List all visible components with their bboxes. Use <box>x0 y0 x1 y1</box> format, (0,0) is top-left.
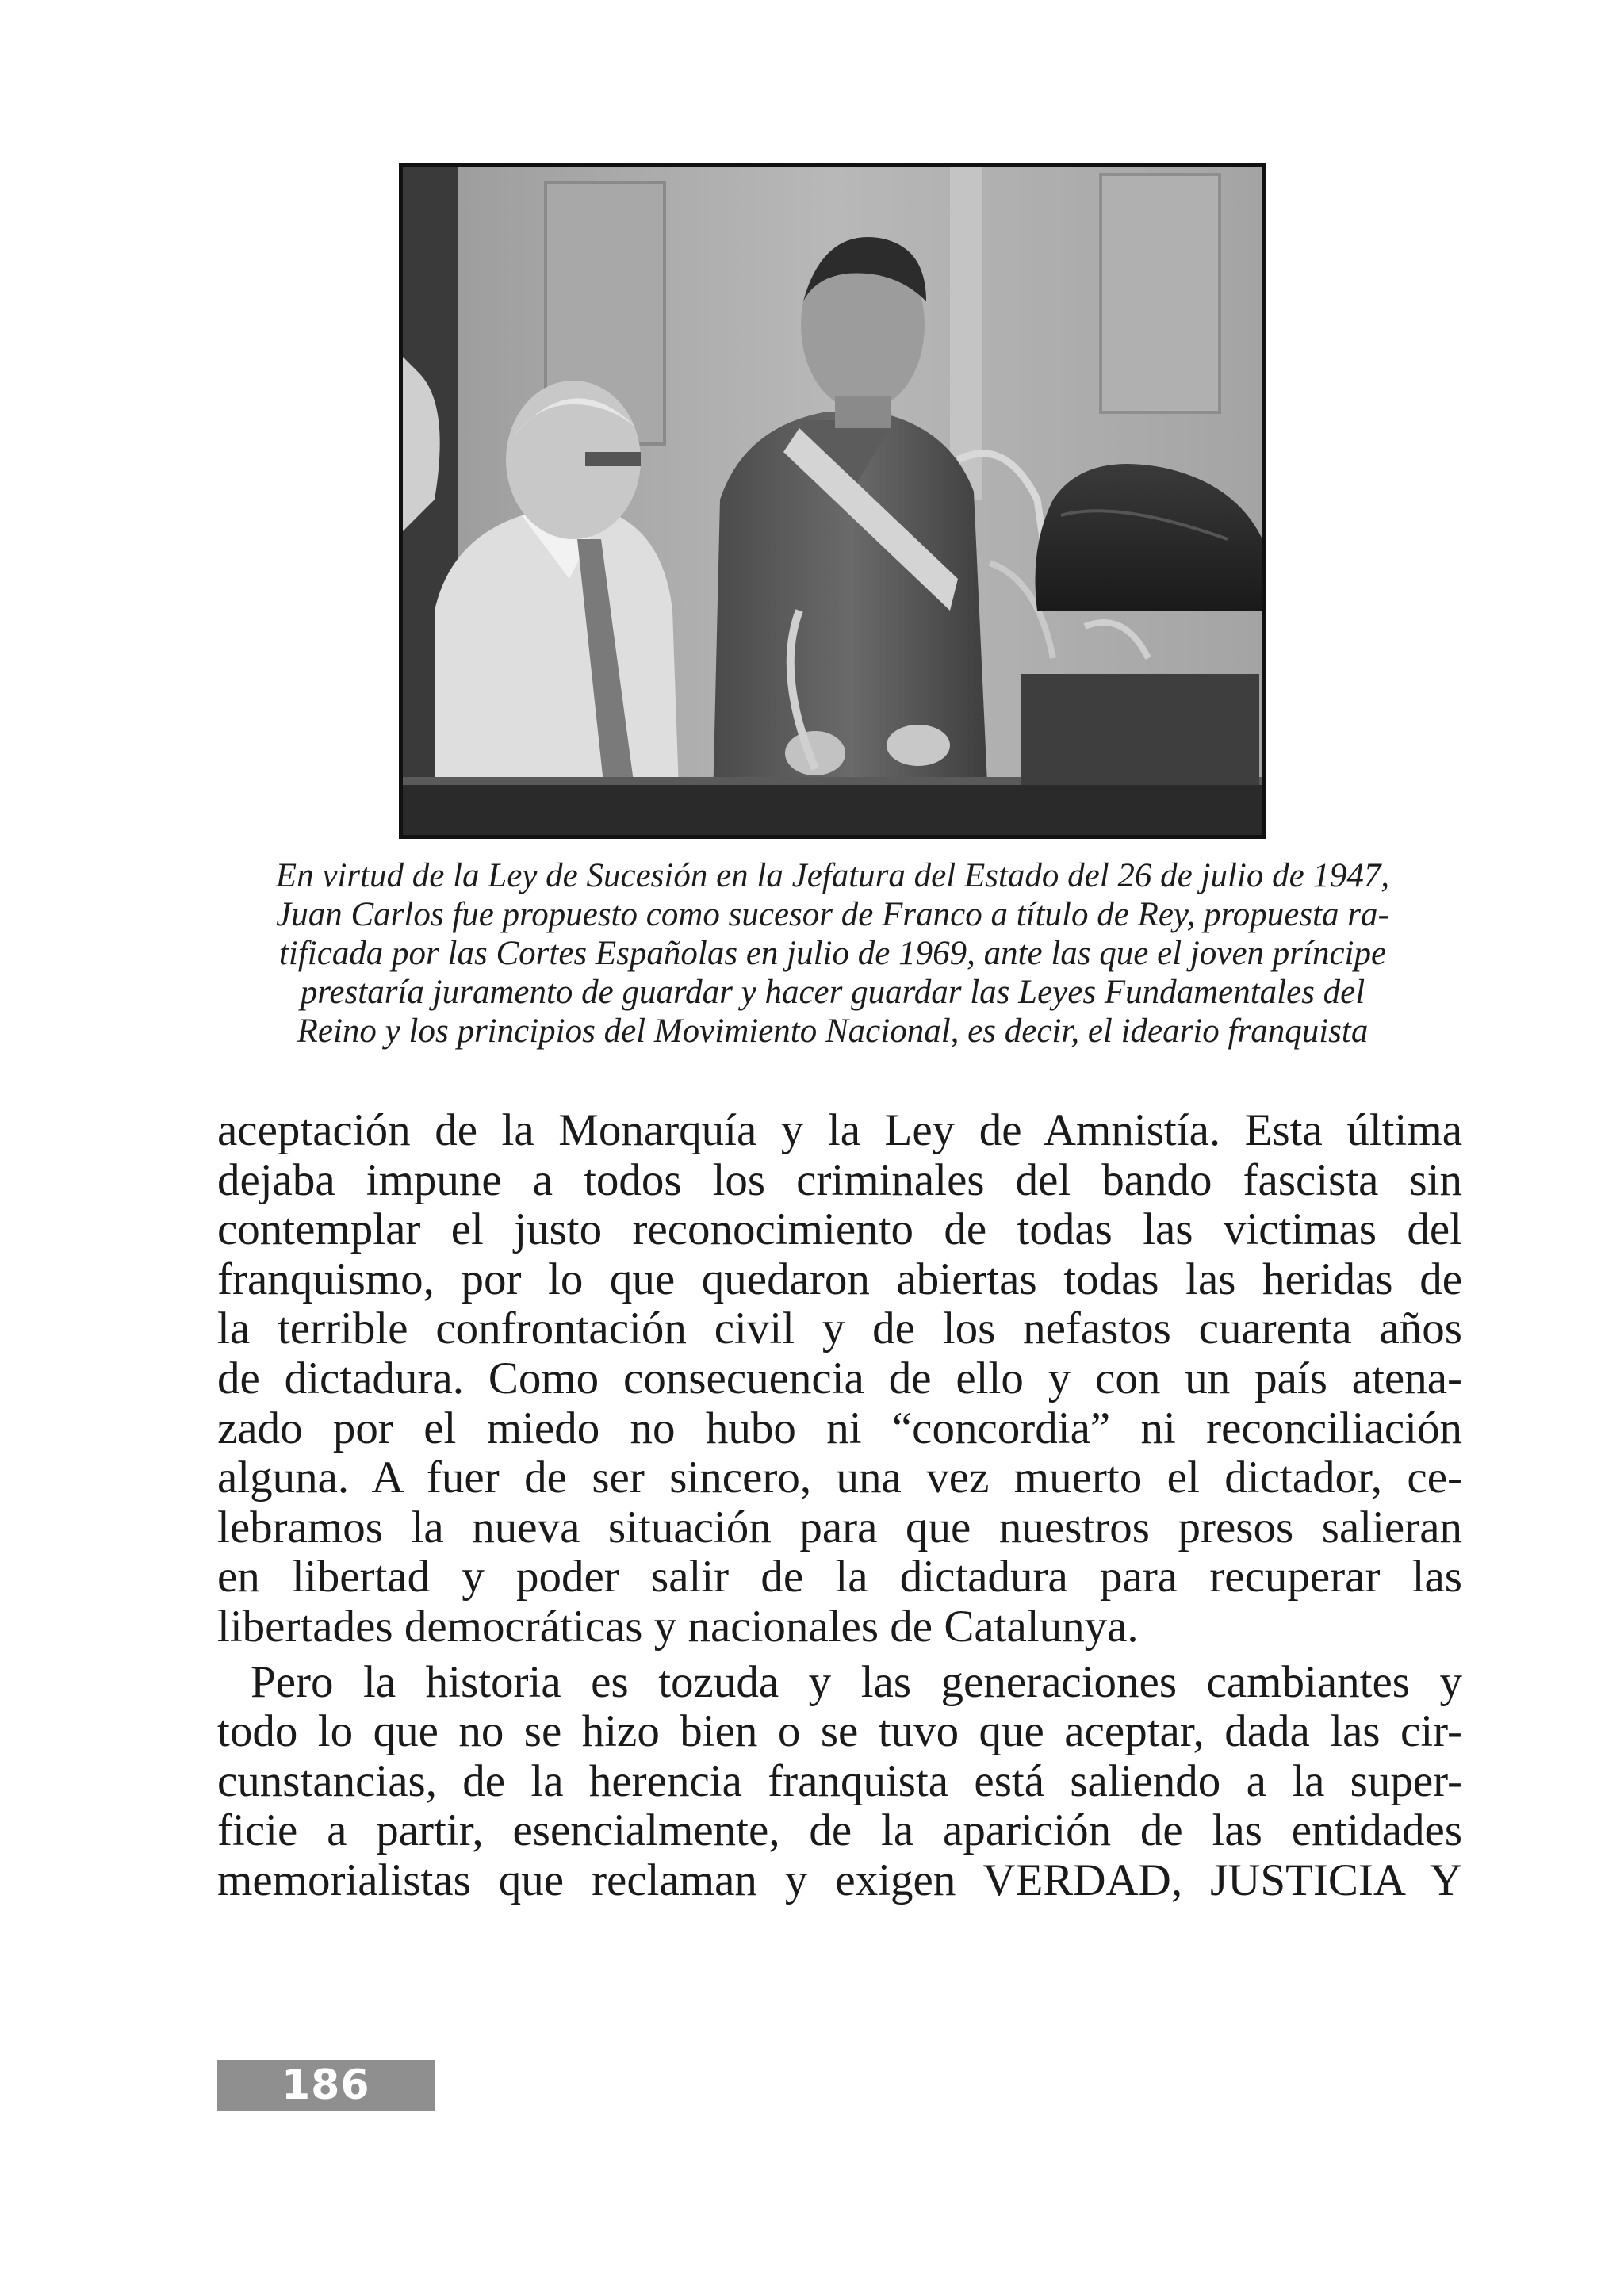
text-line: aceptación de la Monarquía y la Ley de Amnistía. Esta última <box>217 1105 1462 1155</box>
caption-line: En virtud de la Ley de Sucesión en la Jefatura del Estado del 26 de julio de 1947, <box>275 857 1390 894</box>
caption-line: Reino y los principios del Movimiento Nacional, es decir, el ideario franquista <box>297 1013 1369 1050</box>
text-line: cunstancias, de la herencia franquista está saliendo a la super- <box>217 1755 1462 1806</box>
text-line: libertades democráticas y nacionales de Catalunya. <box>217 1601 1139 1652</box>
paragraph-2 <box>217 1658 1462 1906</box>
text-line: la terrible confrontación civil y de los nefastos cuarenta años <box>217 1304 1462 1354</box>
text-line: alguna. A fuer de ser sincero, una vez muerto el dictador, ce- <box>217 1453 1462 1503</box>
text-line: en libertad y poder salir de la dictadura para recuperar las <box>217 1552 1462 1602</box>
text-line: dejaba impune a todos los criminales del bando fascista sin <box>217 1154 1462 1205</box>
text-line: franquismo, por lo que quedaron abiertas todas las heridas de <box>217 1254 1462 1304</box>
photograph-image <box>403 167 1262 835</box>
page-number: 186 <box>282 2062 370 2109</box>
historical-photograph <box>399 163 1266 839</box>
text-line: todo lo que no se hizo bien o se tuvo que aceptar, dada las cir- <box>217 1706 1462 1757</box>
caption-line: tificada por las Cortes Españolas en julio de 1969, ante las que el joven príncipe <box>278 935 1387 972</box>
text-line: memorialistas que reclaman y exigen VERDAD, JUSTICIA Y <box>217 1855 1462 1905</box>
text-line: zado por el miedo no hubo ni “concordia” ni reconciliación <box>217 1403 1462 1453</box>
caption-line: prestaría juramento de guardar y hacer guardar las Leyes Fundamentales del <box>300 974 1365 1011</box>
photo-caption <box>214 856 1451 1051</box>
caption-line: Juan Carlos fue propuesto como sucesor de Franco a título de Rey, propuesta ra- <box>276 896 1389 933</box>
text-line: de dictadura. Como consecuencia de ello y con un país atena- <box>217 1353 1462 1403</box>
body-text <box>217 1106 1462 1906</box>
paragraph-1 <box>217 1106 1462 1652</box>
text-line: contemplar el justo reconocimiento de todas las victimas del <box>217 1204 1462 1255</box>
text-line: Pero la historia es tozuda y las generaciones cambiantes y <box>251 1656 1462 1707</box>
text-line: ficie a partir, esencialmente, de la aparición de las entidades <box>217 1805 1462 1856</box>
text-line: lebramos la nueva situación para que nuestros presos salieran <box>217 1502 1462 1552</box>
